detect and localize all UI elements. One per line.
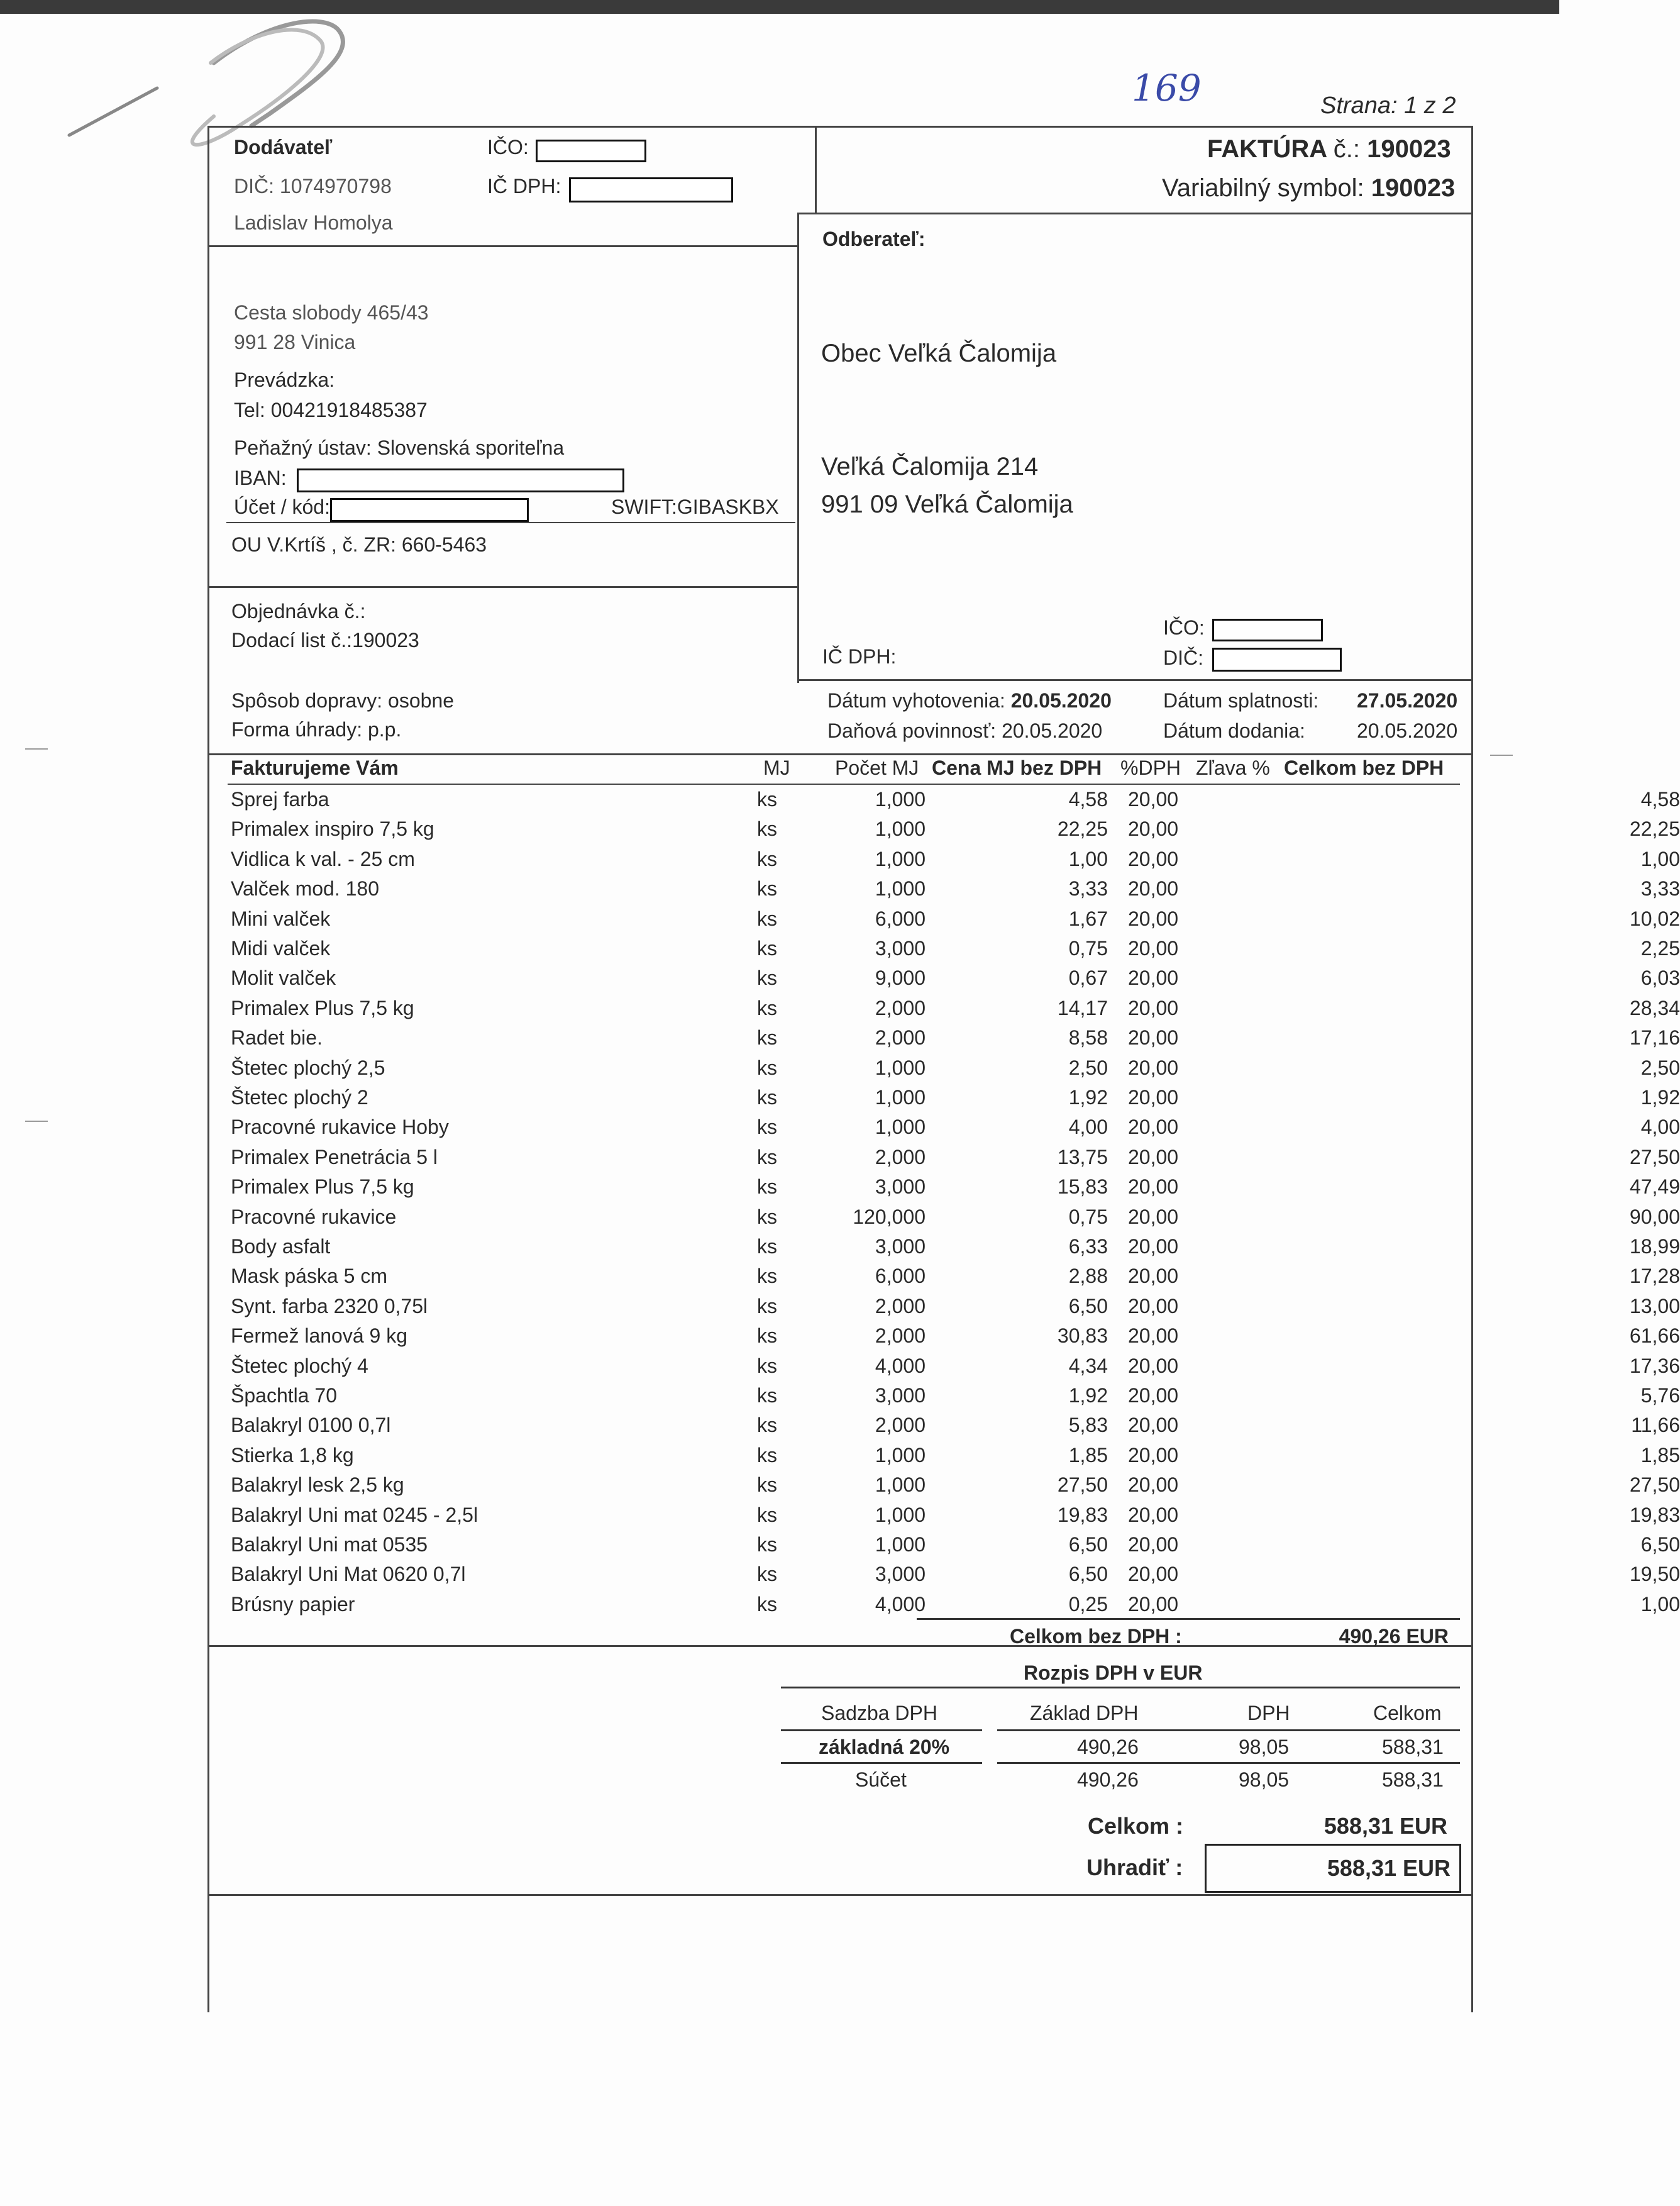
cell-price: 14,17 xyxy=(1057,996,1108,1019)
redacted-ucet xyxy=(330,498,529,522)
table-row xyxy=(228,785,1680,814)
cell-qty: 2,000 xyxy=(875,1026,926,1050)
cell-qty: 9,000 xyxy=(875,967,926,990)
payment-form: Forma úhrady: p.p. xyxy=(231,718,402,741)
cell-mj: ks xyxy=(757,1086,777,1109)
table-row xyxy=(228,1172,1680,1202)
cell-name: Primalex inspiro 7,5 kg xyxy=(231,818,434,841)
cell-name: Štetec plochý 4 xyxy=(231,1354,368,1377)
handwritten-number: 169 xyxy=(1132,67,1202,109)
cell-price: 19,83 xyxy=(1057,1503,1108,1526)
supplier-name: Ladislav Homolya xyxy=(234,211,393,234)
col-mj: MJ xyxy=(763,757,790,779)
cell-name: Balakryl Uni mat 0245 - 2,5l xyxy=(231,1503,478,1526)
date-delivery: 20.05.2020 xyxy=(1357,719,1458,742)
table-row xyxy=(228,1292,1680,1321)
cell-vat: 20,00 xyxy=(1128,1533,1179,1556)
cell-mj: ks xyxy=(757,1175,777,1199)
date-issue: Dátum vyhotovenia: 20.05.2020 xyxy=(827,689,1112,712)
cell-vat: 20,00 xyxy=(1128,1175,1179,1199)
vat-line-1 xyxy=(781,1729,982,1731)
cell-vat: 20,00 xyxy=(1128,996,1179,1019)
table-row xyxy=(228,1351,1680,1381)
cell-mj: ks xyxy=(757,1563,777,1586)
supplier-icdph-label: IČ DPH: xyxy=(487,175,561,197)
supplier-registry: OU V.Krtíš , č. ZR: 660-5463 xyxy=(231,533,487,556)
supplier-prevadzka: Prevádzka: xyxy=(234,369,335,391)
redacted-customer-dic xyxy=(1212,648,1342,672)
cell-name: Vidlica k val. - 25 cm xyxy=(231,847,415,870)
cell-total: 1,00 xyxy=(1640,847,1680,870)
cell-vat: 20,00 xyxy=(1128,788,1179,811)
cell-total: 17,16 xyxy=(1629,1026,1680,1050)
cell-mj: ks xyxy=(757,847,777,870)
pay-label: Uhradiť : xyxy=(1086,1854,1183,1880)
supplier-bank: Peňažný ústav: Slovenská sporiteľna xyxy=(234,436,565,459)
scan-mark xyxy=(1490,755,1513,756)
cell-total: 4,00 xyxy=(1640,1116,1680,1139)
cell-qty: 1,000 xyxy=(875,1533,926,1556)
cell-vat: 20,00 xyxy=(1128,1145,1179,1168)
vat-line-4 xyxy=(997,1762,1460,1764)
cell-name: Body asfalt xyxy=(231,1235,331,1258)
cell-mj: ks xyxy=(757,1205,777,1228)
cell-name: Balakryl lesk 2,5 kg xyxy=(231,1473,404,1497)
cell-qty: 120,000 xyxy=(853,1205,926,1228)
table-row xyxy=(228,845,1680,874)
divider-top xyxy=(815,126,817,213)
col-price: Cena MJ bez DPH xyxy=(932,757,1102,779)
cell-vat: 20,00 xyxy=(1128,1116,1179,1139)
cell-total: 6,03 xyxy=(1640,967,1680,990)
cell-total: 2,50 xyxy=(1640,1056,1680,1079)
cell-total: 13,00 xyxy=(1629,1294,1680,1317)
scan-mark xyxy=(25,748,48,750)
cell-total: 3,33 xyxy=(1640,877,1680,901)
cell-price: 6,50 xyxy=(1068,1563,1108,1586)
redacted-icdph xyxy=(569,177,733,202)
cell-name: Pracovné rukavice Hoby xyxy=(231,1116,449,1139)
cell-total: 22,25 xyxy=(1629,818,1680,841)
cell-total: 11,66 xyxy=(1631,1414,1680,1437)
cell-price: 1,00 xyxy=(1068,847,1108,870)
customer-ico-label: IČO: xyxy=(1163,616,1205,639)
cell-total: 28,34 xyxy=(1629,996,1680,1019)
cell-qty: 1,000 xyxy=(875,847,926,870)
cell-total: 27,50 xyxy=(1629,1145,1680,1168)
cell-vat: 20,00 xyxy=(1128,907,1179,930)
cell-name: Mask páska 5 cm xyxy=(231,1265,387,1288)
cell-vat: 20,00 xyxy=(1128,1235,1179,1258)
cell-price: 3,33 xyxy=(1068,877,1108,901)
cell-price: 13,75 xyxy=(1057,1145,1108,1168)
customer-name: Obec Veľká Čalomija xyxy=(821,340,1057,367)
col-vat: %DPH xyxy=(1120,757,1181,779)
cell-mj: ks xyxy=(757,967,777,990)
supplier-street: Cesta slobody 465/43 xyxy=(234,301,429,324)
table-row xyxy=(228,1411,1680,1440)
date-delivery-label: Dátum dodania: xyxy=(1163,719,1305,742)
cell-name: Primalex Plus 7,5 kg xyxy=(231,1175,414,1199)
cell-qty: 2,000 xyxy=(875,1324,926,1348)
table-row xyxy=(228,1441,1680,1470)
table-row xyxy=(228,1112,1680,1142)
table-row xyxy=(228,1500,1680,1530)
divider-customer xyxy=(797,213,799,683)
supplier-tel: Tel: 00421918485387 xyxy=(234,399,428,421)
subtotal-label: Celkom bez DPH : xyxy=(1010,1625,1182,1648)
cell-vat: 20,00 xyxy=(1128,1592,1179,1616)
cell-vat: 20,00 xyxy=(1128,1354,1179,1377)
cell-mj: ks xyxy=(757,788,777,811)
cell-price: 1,67 xyxy=(1068,907,1108,930)
cell-vat: 20,00 xyxy=(1128,1294,1179,1317)
cell-mj: ks xyxy=(757,1324,777,1348)
cell-mj: ks xyxy=(757,1592,777,1616)
cell-qty: 1,000 xyxy=(875,1473,926,1497)
cell-name: Balakryl 0100 0,7l xyxy=(231,1414,391,1437)
cell-price: 1,92 xyxy=(1068,1384,1108,1407)
supplier-iban-label: IBAN: xyxy=(234,467,287,489)
cell-mj: ks xyxy=(757,1354,777,1377)
cell-name: Štetec plochý 2,5 xyxy=(231,1056,385,1079)
cell-name: Radet bie. xyxy=(231,1026,323,1050)
cell-total: 90,00 xyxy=(1629,1205,1680,1228)
table-header xyxy=(228,753,1460,783)
cell-vat: 20,00 xyxy=(1128,1324,1179,1348)
customer-dic-label: DIČ: xyxy=(1163,646,1203,669)
redacted-iban xyxy=(297,468,624,492)
cell-name: Primalex Plus 7,5 kg xyxy=(231,996,414,1019)
cell-qty: 1,000 xyxy=(875,818,926,841)
cell-mj: ks xyxy=(757,1384,777,1407)
cell-vat: 20,00 xyxy=(1128,1205,1179,1228)
cell-name: Synt. farba 2320 0,75l xyxy=(231,1294,428,1317)
cell-total: 47,49 xyxy=(1629,1175,1680,1199)
frame-top xyxy=(207,126,1473,128)
cell-vat: 20,00 xyxy=(1128,847,1179,870)
vat-head-vat: DPH xyxy=(1247,1702,1290,1724)
cell-qty: 2,000 xyxy=(875,1145,926,1168)
supplier-ucet-label: Účet / kód: xyxy=(234,496,330,518)
supplier-dic: DIČ: 1074970798 xyxy=(234,175,392,197)
table-row xyxy=(228,1560,1680,1589)
vat-sum-rate: Súčet xyxy=(855,1768,907,1791)
cell-price: 6,50 xyxy=(1068,1533,1108,1556)
table-row xyxy=(228,1232,1680,1261)
cell-name: Štetec plochý 2 xyxy=(231,1086,368,1109)
frame-left xyxy=(207,126,209,2012)
table-row xyxy=(228,963,1680,993)
cell-qty: 2,000 xyxy=(875,996,926,1019)
variable-symbol: Variabilný symbol: 190023 xyxy=(1162,174,1456,202)
vat-row-vat: 98,05 xyxy=(1239,1736,1290,1758)
cell-total: 5,76 xyxy=(1640,1384,1680,1407)
vat-summary-title: Rozpis DPH v EUR xyxy=(1024,1661,1203,1684)
cell-vat: 20,00 xyxy=(1128,877,1179,901)
cell-mj: ks xyxy=(757,907,777,930)
subtotal-value: 490,26 EUR xyxy=(1339,1625,1449,1648)
cell-total: 6,50 xyxy=(1640,1533,1680,1556)
cell-qty: 3,000 xyxy=(875,1235,926,1258)
table-row xyxy=(228,1530,1680,1560)
cell-name: Špachtla 70 xyxy=(231,1384,338,1407)
customer-city: 991 09 Veľká Čalomija xyxy=(821,491,1073,518)
frame-bottom xyxy=(207,1894,1473,1896)
cell-total: 10,02 xyxy=(1629,907,1680,930)
delivery-note: Dodací list č.:190023 xyxy=(231,629,419,651)
cell-vat: 20,00 xyxy=(1128,1473,1179,1497)
cell-price: 4,58 xyxy=(1068,788,1108,811)
cell-vat: 20,00 xyxy=(1128,1414,1179,1437)
cell-qty: 4,000 xyxy=(875,1354,926,1377)
cell-mj: ks xyxy=(757,1265,777,1288)
cell-qty: 3,000 xyxy=(875,1563,926,1586)
cell-name: Mini valček xyxy=(231,907,331,930)
cell-total: 27,50 xyxy=(1629,1473,1680,1497)
customer-bottom xyxy=(797,679,1473,681)
cell-mj: ks xyxy=(757,996,777,1019)
subtotal-line xyxy=(917,1618,1460,1620)
cell-price: 0,75 xyxy=(1068,1205,1108,1228)
cell-total: 1,92 xyxy=(1640,1086,1680,1109)
date-due: 27.05.2020 xyxy=(1357,689,1458,712)
cell-mj: ks xyxy=(757,1503,777,1526)
supplier-swift: SWIFT:GIBASKBX xyxy=(611,496,779,518)
table-row xyxy=(228,1381,1680,1411)
cell-price: 4,34 xyxy=(1068,1354,1108,1377)
vat-sum-vat: 98,05 xyxy=(1239,1768,1290,1791)
table-row xyxy=(228,994,1680,1023)
cell-vat: 20,00 xyxy=(1128,967,1179,990)
cell-qty: 1,000 xyxy=(875,788,926,811)
cell-qty: 3,000 xyxy=(875,937,926,960)
cell-name: Pracovné rukavice xyxy=(231,1205,397,1228)
cell-total: 61,66 xyxy=(1629,1324,1680,1348)
date-due-label: Dátum splatnosti: xyxy=(1163,689,1319,712)
cell-vat: 20,00 xyxy=(1128,1443,1179,1466)
cell-name: Stierka 1,8 kg xyxy=(231,1443,354,1466)
cell-price: 2,50 xyxy=(1068,1056,1108,1079)
cell-qty: 6,000 xyxy=(875,1265,926,1288)
vat-sum-total: 588,31 xyxy=(1382,1768,1444,1791)
cell-qty: 1,000 xyxy=(875,1503,926,1526)
table-row xyxy=(228,1083,1680,1112)
cell-vat: 20,00 xyxy=(1128,1056,1179,1079)
supplier-label: Dodávateľ xyxy=(234,136,333,158)
table-bottom xyxy=(207,1645,1473,1647)
cell-total: 17,36 xyxy=(1629,1354,1680,1377)
cell-total: 19,83 xyxy=(1629,1503,1680,1526)
cell-mj: ks xyxy=(757,1026,777,1050)
pay-value: 588,31 EUR xyxy=(1327,1855,1451,1881)
table-row xyxy=(228,1023,1680,1053)
cell-mj: ks xyxy=(757,877,777,901)
cell-price: 2,88 xyxy=(1068,1265,1108,1288)
customer-street: Veľká Čalomija 214 xyxy=(821,453,1039,480)
cell-price: 30,83 xyxy=(1057,1324,1108,1348)
table-row xyxy=(228,1470,1680,1500)
cell-mj: ks xyxy=(757,818,777,841)
cell-name: Valček mod. 180 xyxy=(231,877,379,901)
supplier-sep xyxy=(207,245,797,247)
cell-name: Primalex Penetrácia 5 l xyxy=(231,1145,438,1168)
vat-row-base: 490,26 xyxy=(1077,1736,1139,1758)
table-row xyxy=(228,1590,1680,1619)
vat-head-rate: Sadzba DPH xyxy=(821,1702,937,1724)
cell-mj: ks xyxy=(757,1235,777,1258)
cell-price: 15,83 xyxy=(1057,1175,1108,1199)
table-row xyxy=(228,904,1680,934)
cell-total: 2,25 xyxy=(1640,937,1680,960)
cell-name: Balakryl Uni Mat 0620 0,7l xyxy=(231,1563,466,1586)
cell-mj: ks xyxy=(757,1533,777,1556)
cell-mj: ks xyxy=(757,1414,777,1437)
cell-vat: 20,00 xyxy=(1128,1503,1179,1526)
table-row xyxy=(228,934,1680,963)
cell-name: Midi valček xyxy=(231,937,331,960)
cell-qty: 6,000 xyxy=(875,907,926,930)
table-row xyxy=(228,1053,1680,1083)
vat-line-3 xyxy=(781,1762,982,1764)
swift-underline xyxy=(226,522,795,523)
cell-vat: 20,00 xyxy=(1128,1265,1179,1288)
cell-qty: 2,000 xyxy=(875,1414,926,1437)
cell-qty: 1,000 xyxy=(875,1056,926,1079)
cell-qty: 1,000 xyxy=(875,1116,926,1139)
cell-total: 1,00 xyxy=(1640,1592,1680,1616)
cell-vat: 20,00 xyxy=(1128,818,1179,841)
cell-qty: 1,000 xyxy=(875,1086,926,1109)
cell-vat: 20,00 xyxy=(1128,1026,1179,1050)
cell-price: 8,58 xyxy=(1068,1026,1108,1050)
cell-mj: ks xyxy=(757,1116,777,1139)
vat-row-total: 588,31 xyxy=(1382,1736,1444,1758)
cell-total: 1,85 xyxy=(1640,1443,1680,1466)
cell-name: Molit valček xyxy=(231,967,336,990)
scan-mark xyxy=(25,1121,48,1122)
supplier-city: 991 28 Vinica xyxy=(234,331,356,353)
cell-price: 27,50 xyxy=(1057,1473,1108,1497)
cell-price: 6,50 xyxy=(1068,1294,1108,1317)
customer-icdph-label: IČ DPH: xyxy=(822,645,897,668)
invoice-title: FAKTÚRA č.: 190023 xyxy=(1207,135,1451,163)
total-label: Celkom : xyxy=(1088,1813,1184,1839)
pay-box xyxy=(1205,1844,1461,1893)
col-qty: Počet MJ xyxy=(835,757,919,779)
page-number: Strana: 1 z 2 xyxy=(1320,92,1456,119)
cell-name: Balakryl Uni mat 0535 xyxy=(231,1533,428,1556)
customer-top xyxy=(797,213,1473,214)
cell-vat: 20,00 xyxy=(1128,1384,1179,1407)
cell-price: 1,85 xyxy=(1068,1443,1108,1466)
redacted-customer-ico xyxy=(1212,619,1323,641)
table-row xyxy=(228,1202,1680,1232)
cell-name: Fermež lanová 9 kg xyxy=(231,1324,408,1348)
cell-total: 4,58 xyxy=(1640,788,1680,811)
cell-total: 19,50 xyxy=(1629,1563,1680,1586)
supplier-ico-label: IČO: xyxy=(487,136,529,158)
table-row xyxy=(228,1321,1680,1351)
date-tax: Daňová povinnosť: 20.05.2020 xyxy=(827,719,1103,742)
order-number: Objednávka č.: xyxy=(231,600,366,623)
vat-line-2 xyxy=(997,1729,1460,1731)
cell-vat: 20,00 xyxy=(1128,1086,1179,1109)
cell-name: Sprej farba xyxy=(231,788,329,811)
cell-mj: ks xyxy=(757,937,777,960)
cell-vat: 20,00 xyxy=(1128,1563,1179,1586)
vat-head-base: Základ DPH xyxy=(1030,1702,1139,1724)
cell-price: 0,67 xyxy=(1068,967,1108,990)
table-row xyxy=(228,1143,1680,1172)
cell-mj: ks xyxy=(757,1145,777,1168)
col-name: Fakturujeme Vám xyxy=(231,757,399,779)
registry-sep xyxy=(207,586,797,588)
col-total: Celkom bez DPH xyxy=(1284,757,1444,779)
cell-price: 1,92 xyxy=(1068,1086,1108,1109)
cell-total: 17,28 xyxy=(1629,1265,1680,1288)
cell-total: 18,99 xyxy=(1629,1235,1680,1258)
cell-price: 6,33 xyxy=(1068,1235,1108,1258)
cell-mj: ks xyxy=(757,1294,777,1317)
cell-price: 0,75 xyxy=(1068,937,1108,960)
cell-qty: 4,000 xyxy=(875,1592,926,1616)
vat-summary-line xyxy=(781,1687,1460,1688)
total-value: 588,31 EUR xyxy=(1324,1813,1447,1839)
cell-vat: 20,00 xyxy=(1128,937,1179,960)
cell-price: 5,83 xyxy=(1068,1414,1108,1437)
cell-qty: 3,000 xyxy=(875,1175,926,1199)
customer-label: Odberateľ: xyxy=(822,228,926,250)
transport-method: Spôsob dopravy: osobne xyxy=(231,689,455,712)
cell-qty: 1,000 xyxy=(875,1443,926,1466)
table-row xyxy=(228,814,1680,844)
cell-qty: 3,000 xyxy=(875,1384,926,1407)
cell-qty: 2,000 xyxy=(875,1294,926,1317)
cell-mj: ks xyxy=(757,1443,777,1466)
table-row xyxy=(228,874,1680,904)
cell-qty: 1,000 xyxy=(875,877,926,901)
redacted-ico xyxy=(536,140,646,162)
cell-price: 4,00 xyxy=(1068,1116,1108,1139)
cell-price: 0,25 xyxy=(1068,1592,1108,1616)
vat-sum-base: 490,26 xyxy=(1077,1768,1139,1791)
table-row xyxy=(228,1261,1680,1291)
vat-row-rate: základná 20% xyxy=(819,1736,950,1758)
cell-mj: ks xyxy=(757,1473,777,1497)
cell-name: Brúsny papier xyxy=(231,1592,355,1616)
cell-mj: ks xyxy=(757,1056,777,1079)
vat-head-total: Celkom xyxy=(1373,1702,1442,1724)
col-discount: Zľava % xyxy=(1196,757,1270,779)
cell-price: 22,25 xyxy=(1057,818,1108,841)
